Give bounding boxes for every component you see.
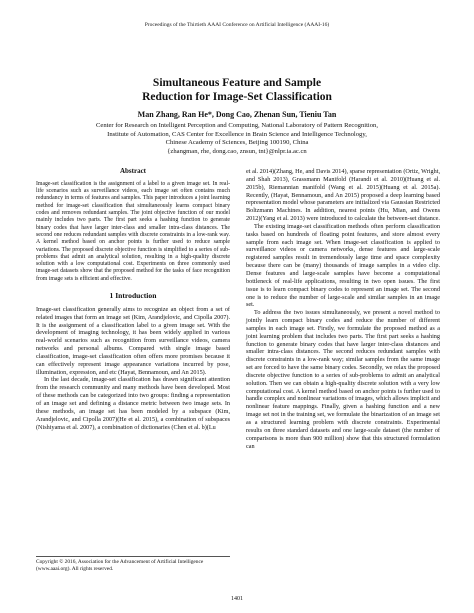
title-line-1: Simultaneous Feature and Sample: [152, 77, 322, 89]
abstract-heading: Abstract: [119, 167, 147, 175]
affiliation-line-1: Center for Research on Intelligent Perception and Computing, National Laboratory of Pattern Recognition,: [96, 122, 378, 129]
intro-paragraph-2: In the last decade, image-set classification has drawn significant attention from the research community and many methods have been developed. Most of these methods can be categorized into two groups: finding a representation of an image set and defining a distance metric between two image sets. In these methods, an image set has been modeled by a subspace (Kim, Arandjelovic, and Cipolla 2007)(He et al. 2015), a combination of subspaces (Nishiyama et al. 2007), a combination of dictionaries (Chen et al. b)(Lu: [36, 376, 230, 431]
right-paragraph-2: The existing image-set classification methods often perform classification tasks based on hundreds of floating point features, and store almost every sample from each image set. When image-set classification is applied to surveillance videos or camera networks, dense features and large-scale registered samples result in tremendously large time and space complexity because there can be (many) thousands of image samples in a video clip. Dense features and large-scale samples have become a computational bottleneck of real-life applications, resulting in two open issues. The first issue is to learn compact binary codes to represent an image set. The second one is to reduce the number of large-scale and similar samples in an image set.: [246, 222, 440, 309]
page-number: 1401: [231, 596, 243, 602]
intro-paragraph-1: Image-set classification generally aims to recognize an object from a set of related images that form an image set (Kim, Arandjelovic, and Cipolla 2007). It is the assignment of a classification label to a given image set. With the development of imaging technology, it has been widely applied in various real-world scenarios such as recognition from surveillance videos, camera networks and personal albums. Compared with single image based classification, image-set classification often offers more promises because it can effectively represent image appearance variations incurred by pose, illumination, expression, and etc (Hayat, Bennamoun, and An 2015).: [36, 305, 230, 376]
copyright-notice: Copyright © 2016, Association for the Advancement of Artificial Intelligence (www.aaai.org). All rights reserved.: [36, 556, 230, 573]
author-emails: {zhangman, rhe, dong.cao, znsun, tnt}@nlpr.ia.ac.cn: [167, 147, 307, 155]
title-line-2: Reduction for Image-Set Classification: [142, 91, 332, 103]
affiliation-line-2: Institute of Automation, CAS Center for Excellence in Brain Science and Intelligence Technology,: [107, 130, 367, 138]
introduction-heading: 1 Introduction: [109, 291, 157, 300]
affiliation-line-3: Chinese Academy of Sciences, Beijing 100190, China: [165, 139, 309, 147]
right-paragraph-3: To address the two issues simultaneously, we present a novel method to jointly learn compact binary codes and reduce the number of different samples in each image set. Firstly, we formulate the proposed method as a joint learning problem that includes two parts. The first part seeks a hashing function to generate binary codes that have larger inter-class distances and smaller intra-class distances. The second reduces redundant samples with discrete constraints in a low-rank way; similar samples from the same image set are forced to have the same binary codes. Secondly, we relax the proposed discrete objective function to a series of sub-problems to admit an analytical solution. Then we can obtain a high-quality discrete solution with a very low computational cost. A kernel method based on anchor points is further used to handle complex and nonlinear variations of images, which allows implicit and nonlinear feature mappings. Finally, given a hashing function and a new image set not in the training set, we formulate the binarization of an image set as a structured learning problem with discrete constraints. Experimental results on three standard datasets and one large-scale dataset (the number of comparisons is more than 900 million) show that this structured formulation can: [246, 309, 440, 450]
right-paragraph-1: et al. 2014)(Zhang, He, and Davis 2014), sparse representation (Ortiz, Wright, and Shah 2013), Grassmann Manifold (Harandi et al. 2010)(Huang et al. 2015b), Riemannian manifold (Wang et al. 2015)(Huang et al. 2015a). Recently, (Hayat, Bennamoun, and An 2015) proposed a deep learning based representation model whose parameters are initialized via Gaussian Restricted Boltzmann Machines. In addition, nearest points (Hu, Mian, and Owens 2012)(Yang et al. 2013) were introduced to calculate the between-set distance.: [246, 168, 440, 223]
left-column: [36, 168, 230, 431]
affiliations: [0, 122, 474, 156]
abstract-text: Image-set classification is the assignment of a label to a given image set. In real-life scenarios such as surveillance videos, each image set often contains much redundancy in terms of features and samples. This paper introduces a joint learning method for image-set classification that simultaneously learns compact binary codes and removes redundant samples. The joint objective function of our model mainly includes two parts. The first part seeks a hashing function to generate binary codes that have larger inter-class and smaller intra-class distances. The second one reduces redundant samples with discrete constraints in a low-rank way. A kernel method based on anchor points is further used to reduce sample variations. The proposed discrete objective function is simplified to a series of sub-problems that admit an analytical solution, resulting in a high-quality discrete solution with a low computational cost. Experiments on three commonly used image-set datasets show that the proposed method for the tasks of face recognition from image sets is efficient and effective.: [36, 180, 230, 282]
right-column: [246, 168, 440, 450]
authors: Man Zhang, Ran He*, Dong Cao, Zhenan Sun, Tieniu Tan: [137, 110, 337, 119]
paper-title: [0, 76, 474, 104]
proceedings-header: Proceedings of the Thirtieth AAAI Conference on Artificial Intelligence (AAAI-16): [144, 22, 330, 28]
